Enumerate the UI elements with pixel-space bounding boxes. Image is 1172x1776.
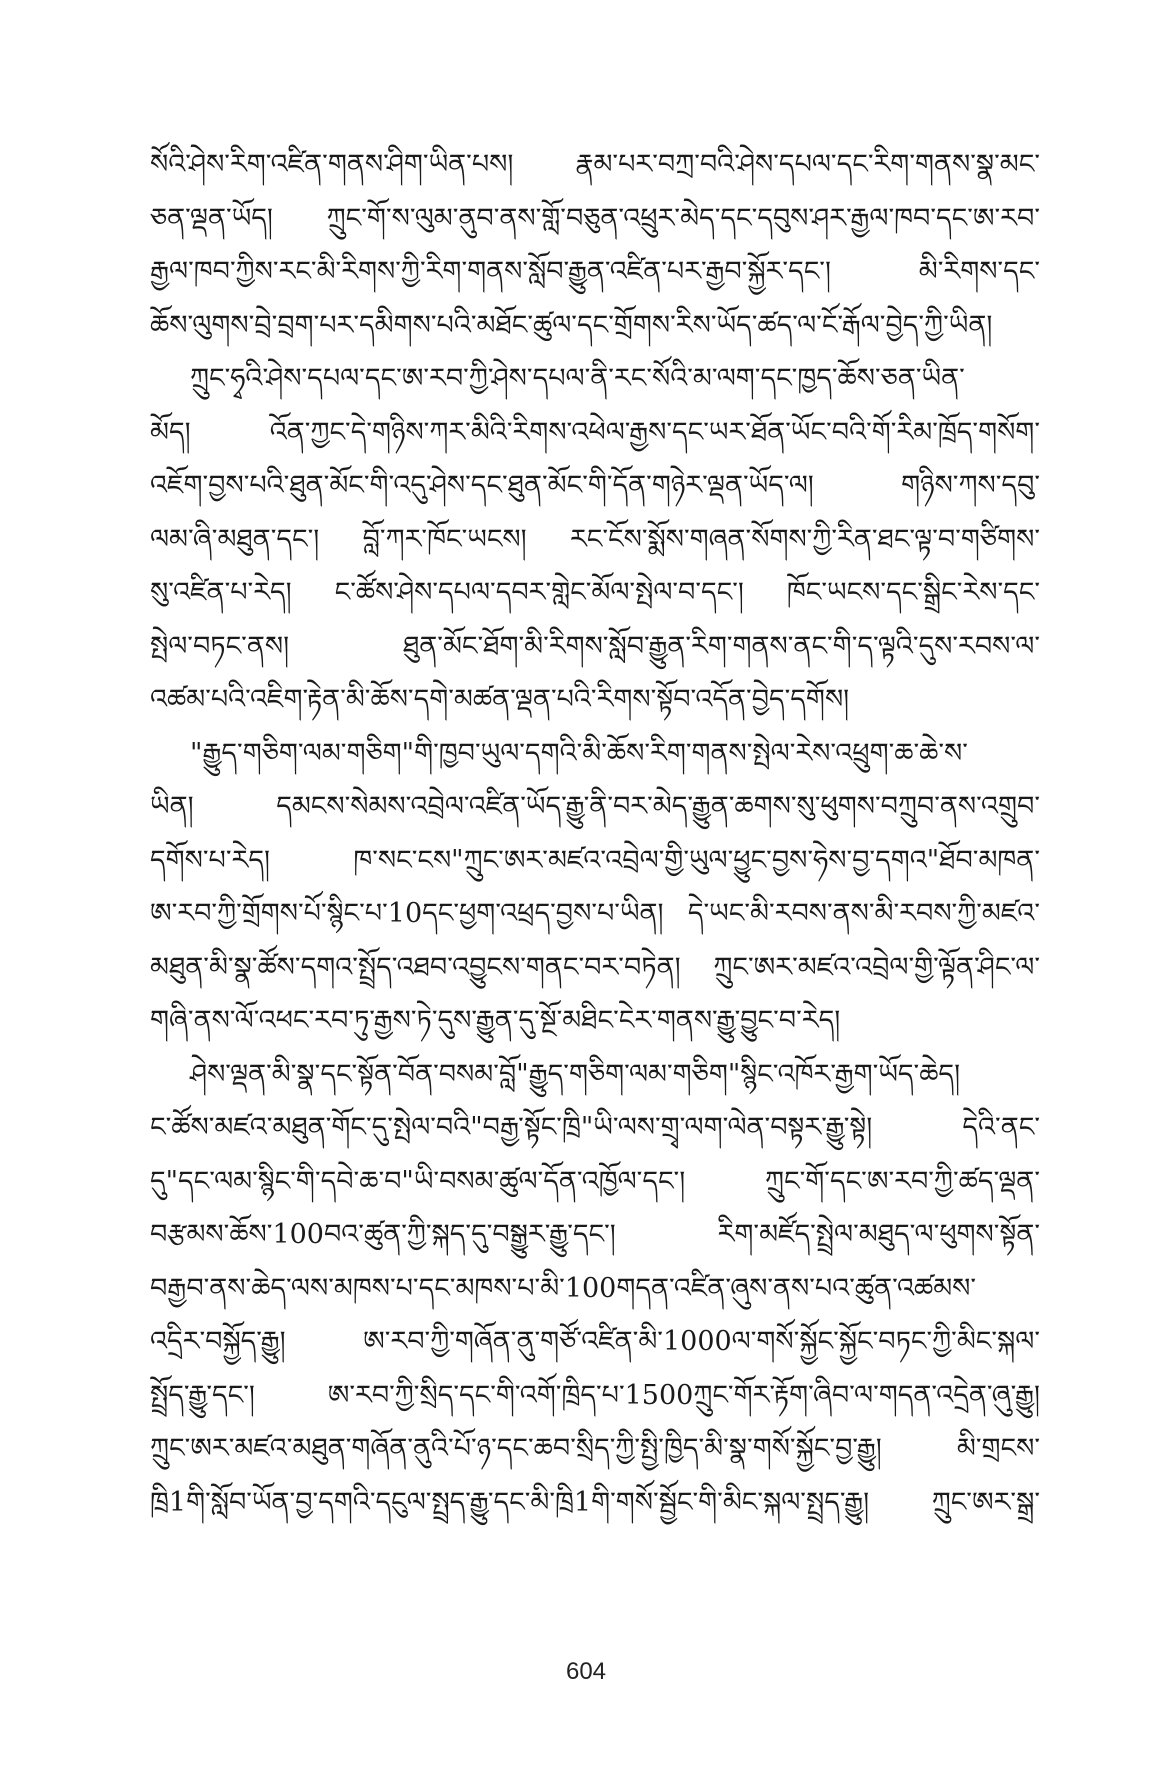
text-line-3: རྒྱལ་ཁབ་ཀྱིས་རང་མི་རིགས་ཀྱི་རིག་གནས་སློབ་རྒྱུན་འཛིན་པར་རྒྱབ་སྐྱོར་དང་། མི་རིགས་དང་ bbox=[150, 256, 1040, 287]
text-line-22: བརྒྱབ་ནས་ཆེད་ལས་མཁས་པ་དང་མཁས་པ་མི་100གདན་འཛིན་ཞུས་ནས་པའ་ཚུན་འཚམས་ bbox=[150, 1272, 977, 1304]
text-line-2: ཅན་ལྡན་ཡོད། ཀྲུང་གོ་ས་ལུམ་ནུབ་ནས་གློ་བཅུན་འཕྲུར་མེད་དང་དབུས་ཤར་རྒྱལ་ཁབ་དང་ཨ་རབ་ bbox=[150, 202, 1040, 234]
text-line-21: བརྩམས་ཆོས་100བའ་ཚུན་ཀྱི་སྐད་དུ་བསྒྱུར་རྒྱུ་དང་། རིག་མཛོད་སྤྲེལ་མཐུད་ལ་ཕུགས་སྟོན་ bbox=[150, 1219, 1040, 1250]
text-line-23: འདྲིར་བསྐྱོད་རྒྱུ། ཨ་རབ་ཀྱི་གཞོན་ནུ་གཙོ་འཛིན་མི་1000ལ་གསོ་སྐྱོང་སྐྱོང་བཏང་ཀྱི་མིང་སྐལ་ bbox=[150, 1326, 1040, 1357]
text-line-11: འཚམ་པའི་འཇིག་རྟེན་མི་ཆོས་དགེ་མཚན་ལྡན་པའི་རིགས་སྟོབ་འདོན་བྱེད་དགོས། bbox=[150, 684, 850, 715]
text-line-16: མཐུན་མི་སྣ་ཚོས་དགའ་སྤྲོད་འཐབ་འབྱུངས་གནང་བར་བཏེན། ཀྲུང་ཨར་མཛའ་འབྲེལ་གྱི་ལྟོན་ཤིང་ལ་ bbox=[150, 951, 1040, 983]
body-text bbox=[150, 138, 1040, 1529]
text-line-10: སྤེལ་བཏང་ནས། ཐུན་མོང་ཐོག་མི་རིགས་སློབ་རྒྱུན་རིག་གནས་ནང་གི་ད་ལྟའི་དུས་རབས་ལ་ bbox=[150, 630, 1040, 662]
text-line-25: ཀྲུང་ཨར་མཛའ་མཐུན་གཞོན་ནུའི་པོ་ཉ་དང་ཆབ་སྲིད་ཀྱི་སྤྱི་ཁྱིད་མི་སྣ་གསོ་སྐྱོང་བྱ་རྒྱུ། མི་གྲངས་ bbox=[150, 1433, 1040, 1464]
text-line-7: འཇོག་བྱས་པའི་ཐུན་མོང་གི་འདུ་ཤེས་དང་ཐུན་མོང་གི་དོན་གཉེར་ལྡན་ཡོད་ལ། གཉིས་ཀས་དབུ་ bbox=[150, 470, 1040, 501]
text-line-18: ཤེས་ལྡན་མི་སྣ་དང་སྟོན་བོན་བསམ་བློ"རྒྱུད་གཅིག་ལམ་གཅིག"སྙིང་འཁོར་རྒྱག་ཡོད་ཆེད། bbox=[190, 1058, 961, 1090]
text-line-8: ལམ་ཞི་མཐུན་དང་། བློ་ཀར་ཁོང་ཡངས། རང་ངོས་སྨོས་གཞན་སོགས་ཀྱི་རིན་ཐང་ལྟ་བ་གཙིགས་ bbox=[150, 523, 1040, 555]
text-line-24: སྤྲོད་རྒྱུ་དང་། ཨ་རབ་ཀྱི་སྲིད་དང་གི་འགོ་ཁྲིད་པ་1500ཀྲུང་གོར་རྟོག་ཞིབ་ལ་གདན་འདྲེན་ཞུ་རྒྱུ། bbox=[150, 1379, 1040, 1411]
text-line-4: ཆོས་ལུགས་བྲེ་བྲག་པར་དམིགས་པའི་མཐོང་ཚུལ་དང་གྲོགས་རིས་ཡོད་ཚད་ལ་ངོ་རྒོལ་བྱེད་ཀྱི་ཡིན། bbox=[150, 309, 993, 341]
text-line-17: གཞི་ནས་ལོ་འཕང་རབ་ཏུ་རྒྱས་ཏེ་དུས་རྒྱུན་དུ་སྔོ་མཐིང་ངེར་གནས་རྒྱུ་བྱུང་བ་རེད། bbox=[150, 1005, 841, 1036]
page-number: 604 bbox=[565, 1658, 607, 1685]
text-line-1: སོའི་ཤེས་རིག་འཛིན་གནས་ཤིག་ཡིན་པས། རྣམ་པར་བཀྲ་བའི་ཤེས་དཔལ་དང་རིག་གནས་སྣ་མང་ bbox=[150, 149, 1040, 180]
text-line-19: ང་ཚོས་མཛའ་མཐུན་གོང་དུ་སྤེལ་བའི"བརྒྱ་སྟོང་ཁྲི"ཡི་ལས་གྲྭ་ལག་ལེན་བསྟར་རྒྱུ་སྟེ། དེའི་ནང་ bbox=[150, 1112, 1040, 1143]
text-line-20: དུ"དང་ལམ་སྙིང་གི་དབེ་ཆ་བ"ཡི་བསམ་ཚུལ་དོན་འཁྱོལ་དང་། ཀྲུང་གོ་དང་ཨ་རབ་ཀྱི་ཚད་ལྡན་ bbox=[150, 1165, 1040, 1197]
text-line-13: ཡིན། དམངས་སེམས་འབྲེལ་འཛིན་ཡོད་རྒྱུ་ནི་བར་མེད་རྒྱུན་ཆགས་སུ་ཕུགས་བཀྲུབ་ནས་འགྲུབ་ bbox=[150, 791, 1040, 822]
text-line-9: སུ་འཛིན་པ་རེད། ང་ཚོས་ཤེས་དཔལ་དབར་གླེང་མོལ་སྤེལ་བ་དང་། ཁོང་ཡངས་དང་སྒྲིང་རེས་དང་ bbox=[150, 577, 1040, 608]
text-line-14: དགོས་པ་རེད། ཁ་སང་ངས"ཀྲུང་ཨར་མཛའ་འབྲེལ་གྱི་ཡུལ་ཕྱུང་བྱས་ཧེས་བྱ་དགའ"ཐོབ་མཁན་ bbox=[150, 844, 1040, 876]
text-line-15: ཨ་རབ་ཀྱི་གྲོགས་པོ་སྙིང་པ་10དང་ཕྱག་འཕྲད་བྱས་པ་ཡིན། དེ་ཡང་མི་རབས་ནས་མི་རབས་ཀྱི་མཛའ་ bbox=[150, 898, 1040, 929]
text-line-5: ཀྲུང་ཧྭའི་ཤེས་དཔལ་དང་ཨ་རབ་ཀྱི་ཤེས་དཔལ་ནི་རང་སོའི་མ་ལག་དང་ཁྱད་ཆོས་ཅན་ཡིན་ bbox=[190, 363, 965, 394]
text-line-12: "རྒྱུད་གཅིག་ལམ་གཅིག"གི་ཁྱབ་ཡུལ་དགའི་མི་ཆོས་རིག་གནས་སྤེལ་རེས་འཕྲུག་ཆ་ཆེ་ས་ bbox=[190, 737, 968, 769]
text-line-26: ཁྲི1གི་སློབ་ཡོན་བྱ་དགའི་དངུལ་སྤྲད་རྒྱུ་དང་མི་ཁྲི1གི་གསོ་སྦྱོང་གི་མིང་སྐལ་སྤྲད་རྒྱུ། ཀྲུང་ཨར་སྒྲ་ bbox=[150, 1486, 1040, 1518]
text-line-6: མོད། འོན་ཀྱང་དེ་གཉིས་ཀར་མིའི་རིགས་འཕེལ་རྒྱས་དང་ཡར་ཐོན་ཡོང་བའི་གོ་རིམ་ཁྲོད་གསོག་ bbox=[150, 416, 1040, 448]
